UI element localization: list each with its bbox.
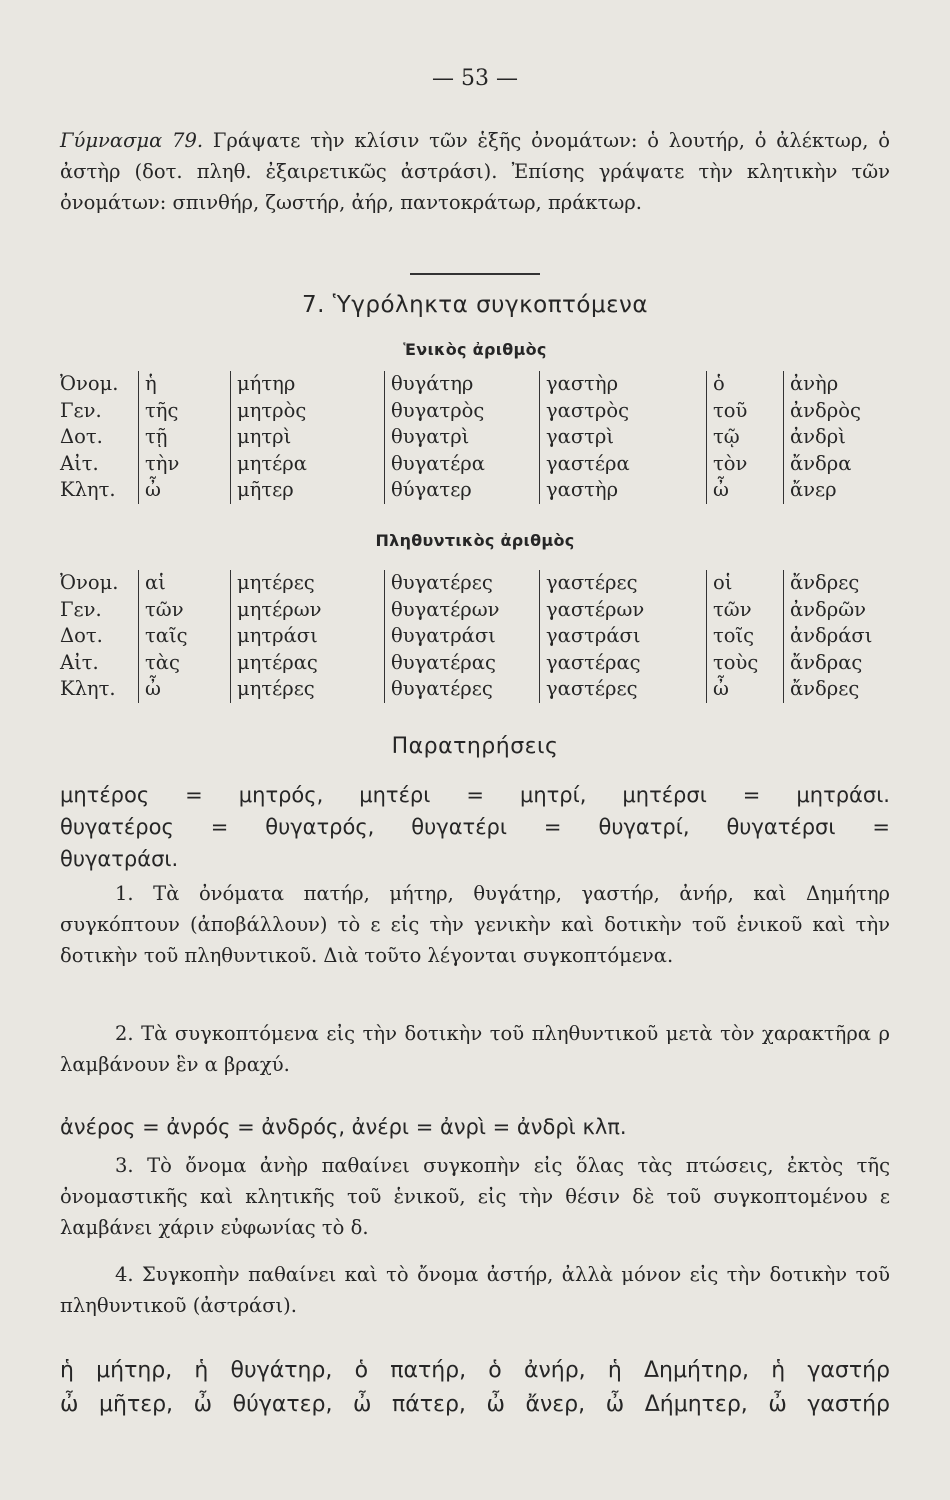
table-cell: ἄνερ [784, 477, 901, 504]
table-row [60, 623, 900, 650]
table-cell: γαστὴρ [540, 371, 707, 398]
singular-title: Ἑνικὸς ἀριθμὸς [403, 340, 547, 359]
table-cell: ἄνδρας [784, 650, 901, 677]
table-cell: μητέρων [231, 597, 385, 624]
table-cell: θυγατρὸς [385, 398, 540, 425]
table-cell: μητέρες [231, 570, 385, 597]
table-cell: ὦ [139, 676, 231, 703]
table-cell: ὦ [707, 477, 784, 504]
table-cell: ἄνδρα [784, 451, 901, 478]
table-cell: γαστέρων [540, 597, 707, 624]
table-row [60, 597, 900, 624]
summary-line-1: ἡ μήτηρ, ἡ θυγάτηρ, ὁ πατήρ, ὁ ἀνήρ, ἡ Δημήτηρ, ἡ γαστήρ [60, 1358, 890, 1383]
observations-title: Παρατηρήσεις [391, 734, 559, 759]
exercise-text: Γράψατε τὴν κλίσιν τῶν ἑξῆς ὀνομάτων: ὁ λουτήρ, ὁ ἀλέκτωρ, ὁ ἀστὴρ (δοτ. πληθ. ἐξαιρετικῶς ἀστράσι). Ἐπίσης γράψατε τὴν κλητικὴν τῶν ὀνομάτων: σπινθήρ, ζωστήρ, ἀήρ, παντοκράτωρ, πράκτωρ. [60, 129, 890, 214]
page-number: — 53 — [432, 66, 518, 91]
table-cell: αἱ [139, 570, 231, 597]
table-cell: ἄνδρες [784, 676, 901, 703]
table-cell: γαστέρας [540, 650, 707, 677]
table-cell: τὸν [707, 451, 784, 478]
table-cell: τοὺς [707, 650, 784, 677]
table-row [60, 477, 900, 504]
table-cell: θύγατερ [385, 477, 540, 504]
table-cell: ἡ [139, 371, 231, 398]
table-row [60, 451, 900, 478]
table-cell: ὦ [139, 477, 231, 504]
table-cell: γαστέρα [540, 451, 707, 478]
case-label: Κλητ. [60, 478, 116, 501]
table-cell: τῇ [139, 424, 231, 451]
note-3: 3. Τὸ ὄνομα ἀνὴρ παθαίνει συγκοπὴν εἰς ὅλας τὰς πτώσεις, ἐκτὸς τῆς ὀνομαστικῆς καὶ κλητικῆς τοῦ ἑνικοῦ, εἰς τὴν θέσιν δὲ τοῦ συγκοπτομένου ε λαμβάνει χάριν εὐφωνίας τὸ δ. [60, 1154, 890, 1239]
table-row [60, 398, 900, 425]
note-2: 2. Τὰ συγκοπτόμενα εἰς τὴν δοτικὴν τοῦ πληθυντικοῦ μετὰ τὸν χαρακτῆρα ρ λαμβάνουν ἓν α βραχύ. [60, 1022, 890, 1076]
singular-declension-table [60, 371, 900, 504]
table-cell: θυγάτηρ [385, 371, 540, 398]
table-cell: τοῖς [707, 623, 784, 650]
section-title: 7. Ὑγρόληκτα συγκοπτόμενα [301, 292, 649, 318]
table-cell: τὰς [139, 650, 231, 677]
case-label: Κλητ. [60, 677, 116, 700]
table-row [60, 371, 900, 398]
table-cell: ἄνδρες [784, 570, 901, 597]
table-cell: τῷ [707, 424, 784, 451]
table-cell: ἀνδρὶ [784, 424, 901, 451]
case-label: Αἰτ. [60, 650, 99, 674]
case-label: Ὀνομ. [60, 571, 119, 594]
table-cell: θυγατέρας [385, 650, 540, 677]
table-cell: μητράσι [231, 623, 385, 650]
table-cell: τῶν [707, 597, 784, 624]
table-cell: γαστράσι [540, 623, 707, 650]
table-cell: μητέρα [231, 451, 385, 478]
divider-rule [410, 273, 540, 275]
summary-line-2: ὦ μῆτερ, ὦ θύγατερ, ὦ πάτερ, ὦ ἄνερ, ὦ Δήμητερ, ὦ γαστήρ [60, 1392, 890, 1417]
case-label: Γεν. [60, 597, 102, 621]
table-cell: τῆς [139, 398, 231, 425]
table-cell: γαστέρες [540, 570, 707, 597]
table-cell: τὴν [139, 451, 231, 478]
table-cell: μῆτερ [231, 477, 385, 504]
table-row [60, 570, 900, 597]
table-cell: τοῦ [707, 398, 784, 425]
table-cell: μητέρας [231, 650, 385, 677]
table-cell: γαστέρες [540, 676, 707, 703]
note-4: 4. Συγκοπὴν παθαίνει καὶ τὸ ὄνομα ἀστήρ, ἀλλὰ μόνον εἰς τὴν δοτικὴν τοῦ πληθυντικοῦ (ἀστράσι). [60, 1263, 890, 1317]
equation-line-2: θυγατέρος = θυγατρός, θυγατέρι = θυγατρί, θυγατέρσι = [60, 815, 890, 839]
table-cell: τῶν [139, 597, 231, 624]
note-1: 1. Τὰ ὀνόματα πατήρ, μήτηρ, θυγάτηρ, γαστήρ, ἀνήρ, καὶ Δημήτηρ συγκόπτουν (ἀποβάλλουν) τὸ ε εἰς τὴν γενικὴν καὶ δοτικὴν τοῦ ἑνικοῦ καὶ τὴν δοτικὴν τοῦ πληθυντικοῦ. Διὰ τοῦτο λέγονται συγκοπτόμενα. [60, 882, 890, 967]
case-label: Ὀνομ. [60, 372, 119, 395]
table-cell: θυγατέρες [385, 570, 540, 597]
case-label: Δοτ. [60, 425, 103, 448]
table-cell: θυγατέρες [385, 676, 540, 703]
table-cell: μητρὶ [231, 424, 385, 451]
table-cell: γαστὴρ [540, 477, 707, 504]
table-cell: μητρὸς [231, 398, 385, 425]
table-cell: θυγατράσι [385, 623, 540, 650]
table-cell: γαστρὸς [540, 398, 707, 425]
table-cell: οἱ [707, 570, 784, 597]
table-cell: ὦ [707, 676, 784, 703]
table-cell: γαστρὶ [540, 424, 707, 451]
case-label: Γεν. [60, 398, 102, 422]
table-cell: θυγατέρων [385, 597, 540, 624]
table-cell: μήτηρ [231, 371, 385, 398]
case-label: Δοτ. [60, 624, 103, 647]
exercise-paragraph [60, 125, 890, 218]
table-cell: θυγατρὶ [385, 424, 540, 451]
equation-line-1: μητέρος = μητρός, μητέρι = μητρί, μητέρσι = μητράσι. [60, 783, 890, 807]
table-cell: ἀνδράσι [784, 623, 901, 650]
table-cell: ἀνὴρ [784, 371, 901, 398]
table-cell: ταῖς [139, 623, 231, 650]
exercise-label: Γύμνασμα 79. [60, 129, 204, 152]
table-cell: ὁ [707, 371, 784, 398]
plural-declension-table [60, 570, 900, 703]
equation-line-3: θυγατράσι. [60, 847, 179, 871]
table-row [60, 424, 900, 451]
table-cell: ἀνδρῶν [784, 597, 901, 624]
table-cell: μητέρες [231, 676, 385, 703]
table-cell: θυγατέρα [385, 451, 540, 478]
equation-line-4: ἀνέρος = ἀνρός = ἀνδρός, ἀνέρι = ἀνρὶ = ἀνδρὶ κλπ. [60, 1115, 627, 1139]
table-cell: ἀνδρὸς [784, 398, 901, 425]
case-label: Αἰτ. [60, 451, 99, 475]
table-row [60, 650, 900, 677]
plural-title: Πληθυντικὸς ἀριθμὸς [375, 531, 575, 550]
table-row [60, 676, 900, 703]
